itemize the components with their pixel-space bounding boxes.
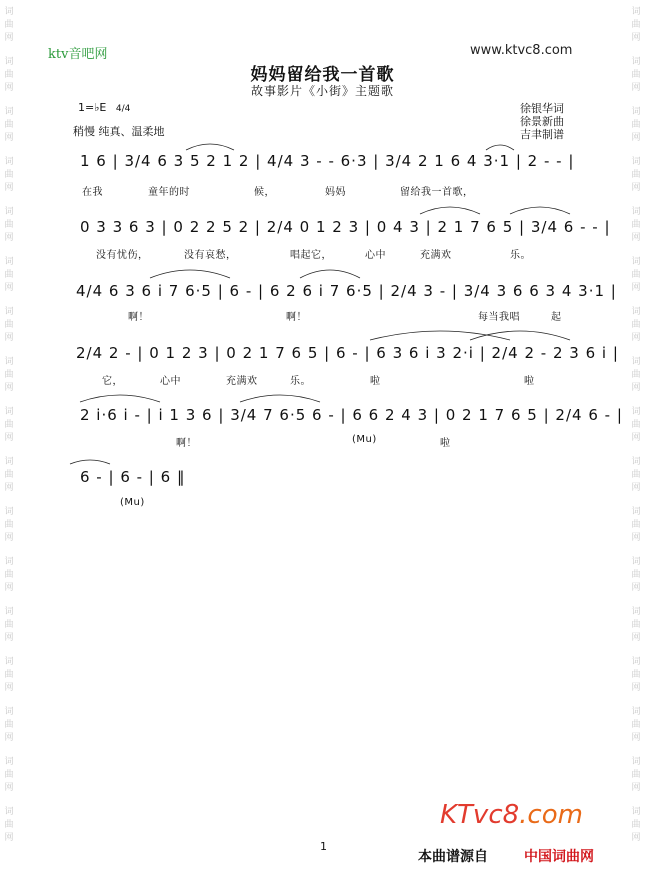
watermark-left <box>2 0 16 891</box>
watermark-glyph-group <box>2 656 16 695</box>
watermark-glyph: 曲 <box>631 370 641 380</box>
watermark-glyph: 曲 <box>4 520 14 530</box>
notation-row: 1 6 | 3/4 6 3 5 2 1 2 | 4/4 3 - - 6·3 | 3/4 2 1 6 4 3·1 | 2 - - | <box>80 152 575 170</box>
watermark-glyph: 网 <box>631 33 641 43</box>
watermark-glyph: 曲 <box>631 620 641 630</box>
watermark-glyph: 网 <box>4 233 14 243</box>
watermark-glyph: 曲 <box>631 170 641 180</box>
slur-arc <box>70 460 110 464</box>
score-line-5 <box>80 406 623 424</box>
watermark-glyph: 曲 <box>631 670 641 680</box>
watermark-glyph: 网 <box>4 333 14 343</box>
watermark-glyph: 曲 <box>4 470 14 480</box>
watermark-glyph: 网 <box>4 833 14 843</box>
site-logo[interactable]: ktv音吧网 <box>48 47 108 62</box>
watermark-glyph-group <box>2 506 16 545</box>
watermark-glyph: 网 <box>631 283 641 293</box>
watermark-glyph: 网 <box>4 283 14 293</box>
notation-row: 6 - | 6 - | 6 ‖ <box>80 468 186 486</box>
watermark-glyph: 曲 <box>4 670 14 680</box>
slur-arc <box>80 395 160 402</box>
watermark-glyph: 网 <box>631 83 641 93</box>
watermark-glyph: 曲 <box>4 620 14 630</box>
watermark-glyph-group <box>629 506 643 545</box>
watermark-glyph: 词 <box>4 707 14 717</box>
lyric-word: 没有哀愁， <box>184 250 237 261</box>
watermark-glyph: 词 <box>4 557 14 567</box>
watermark-glyph: 曲 <box>631 570 641 580</box>
lyric-word: 每当我唱 <box>478 312 520 323</box>
watermark-glyph: 曲 <box>631 270 641 280</box>
slur-arc <box>300 270 360 278</box>
watermark-glyph: 网 <box>4 733 14 743</box>
watermark-glyph: 词 <box>4 157 14 167</box>
watermark-glyph: 词 <box>631 707 641 717</box>
watermark-glyph-group <box>2 706 16 745</box>
watermark-glyph: 词 <box>4 207 14 217</box>
watermark-glyph-group <box>629 6 643 45</box>
watermark-glyph: 曲 <box>631 120 641 130</box>
ktv-logo-main: KTvc8 <box>440 800 520 830</box>
watermark-glyph: 词 <box>4 7 14 17</box>
watermark-glyph: 曲 <box>631 720 641 730</box>
source-site[interactable]: 中国词曲网 <box>524 849 594 865</box>
watermark-glyph: 网 <box>4 583 14 593</box>
watermark-glyph: 曲 <box>631 320 641 330</box>
watermark-glyph: 网 <box>4 433 14 443</box>
slur-arc <box>470 331 570 340</box>
lyric-word: 充满欢 <box>420 250 452 261</box>
watermark-glyph: 曲 <box>631 770 641 780</box>
watermark-glyph: 词 <box>631 607 641 617</box>
watermark-glyph: 网 <box>631 433 641 443</box>
slur-arc <box>186 144 234 150</box>
watermark-glyph: 曲 <box>4 420 14 430</box>
slur-arc <box>420 207 480 214</box>
watermark-glyph: 词 <box>631 407 641 417</box>
page-number: 1 <box>320 840 327 853</box>
watermark-glyph: 网 <box>631 533 641 543</box>
watermark-glyph: 曲 <box>4 120 14 130</box>
watermark-glyph: 网 <box>4 633 14 643</box>
watermark-glyph: 词 <box>4 307 14 317</box>
lyric-word: 在我 <box>82 187 103 198</box>
time-signature: 4/4 <box>115 104 131 114</box>
watermark-glyph-group <box>2 6 16 45</box>
watermark-glyph: 词 <box>4 657 14 667</box>
watermark-glyph-group <box>629 706 643 745</box>
watermark-glyph-group <box>2 256 16 295</box>
watermark-glyph-group <box>629 306 643 345</box>
lyric-word: 乐。 <box>290 376 311 387</box>
watermark-glyph-group <box>629 406 643 445</box>
lyric-word: 没有忧伤， <box>96 250 149 261</box>
slur-arc <box>486 145 514 150</box>
watermark-glyph: 词 <box>631 207 641 217</box>
watermark-glyph: 词 <box>631 57 641 67</box>
watermark-glyph: 曲 <box>4 70 14 80</box>
watermark-glyph-group <box>2 106 16 145</box>
watermark-glyph: 词 <box>4 257 14 267</box>
score-line-4 <box>76 344 619 362</box>
watermark-glyph: 曲 <box>4 770 14 780</box>
notation-row: 0 3 3 6 3 | 0 2 2 5 2 | 2/4 0 1 2 3 | 0 4 3 | 2 1 7 6 5 | 3/4 6 - - | <box>80 218 611 236</box>
watermark-glyph: 词 <box>4 357 14 367</box>
watermark-glyph: 词 <box>4 807 14 817</box>
source-label: 本曲谱源自 <box>418 849 488 865</box>
watermark-glyph-group <box>2 206 16 245</box>
watermark-glyph: 曲 <box>631 820 641 830</box>
score-line-1 <box>80 152 574 170</box>
watermark-glyph-group <box>629 806 643 845</box>
watermark-glyph: 词 <box>631 107 641 117</box>
watermark-glyph: 网 <box>631 733 641 743</box>
watermark-glyph: 曲 <box>4 170 14 180</box>
lyric-word: 啦 <box>524 376 535 387</box>
watermark-glyph: 网 <box>4 533 14 543</box>
watermark-glyph: 曲 <box>4 320 14 330</box>
watermark-glyph-group <box>2 756 16 795</box>
watermark-glyph-group <box>2 406 16 445</box>
watermark-glyph: 网 <box>4 33 14 43</box>
key-signature-text: 1=♭E <box>78 101 107 114</box>
composer-credit: 徐景新曲 <box>520 115 564 128</box>
lyric-word: 啊！ <box>176 438 197 449</box>
watermark-glyph-group <box>2 806 16 845</box>
lyric-word: 啊！ <box>286 312 307 323</box>
watermark-glyph: 网 <box>4 783 14 793</box>
watermark-glyph: 网 <box>631 383 641 393</box>
watermark-glyph: 网 <box>631 183 641 193</box>
watermark-glyph: 曲 <box>631 470 641 480</box>
lyric-word: 起 <box>551 312 562 323</box>
watermark-glyph: 词 <box>631 357 641 367</box>
notation-row: 4/4 6 3 6 i 7 6·5 | 6 - | 6 2 6 i 7 6·5 | 2/4 3 - | 3/4 3 6 6 3 4 3·1 | <box>76 282 617 300</box>
watermark-glyph: 词 <box>4 757 14 767</box>
lyric-word: (Mu) <box>120 497 145 508</box>
lyric-word: 候， <box>254 187 275 198</box>
watermark-glyph: 曲 <box>4 270 14 280</box>
lyric-word: 乐。 <box>510 250 531 261</box>
lyric-word: 啊！ <box>128 312 149 323</box>
slur-arc <box>240 395 320 402</box>
key-signature <box>78 101 130 114</box>
watermark-glyph-group <box>2 156 16 195</box>
song-subtitle: 故事影片《小街》主题歌 <box>250 84 394 98</box>
watermark-glyph-group <box>629 556 643 595</box>
watermark-glyph-group <box>2 556 16 595</box>
watermark-glyph: 网 <box>4 683 14 693</box>
watermark-glyph: 网 <box>631 133 641 143</box>
lyric-word: 唱起它， <box>290 250 332 261</box>
watermark-glyph: 网 <box>4 383 14 393</box>
lyric-word: 童年的时 <box>148 187 190 198</box>
watermark-glyph-group <box>629 656 643 695</box>
watermark-glyph: 词 <box>631 7 641 17</box>
watermark-glyph: 词 <box>4 407 14 417</box>
watermark-glyph: 词 <box>631 507 641 517</box>
lyric-word: 它， <box>102 376 123 387</box>
watermark-glyph: 曲 <box>631 70 641 80</box>
watermark-glyph: 曲 <box>4 370 14 380</box>
watermark-glyph: 网 <box>4 483 14 493</box>
lyric-word: 充满欢 <box>226 376 258 387</box>
watermark-glyph: 网 <box>4 133 14 143</box>
slur-arc <box>510 207 570 214</box>
watermark-glyph-group <box>2 306 16 345</box>
watermark-glyph: 词 <box>4 457 14 467</box>
watermark-glyph-group <box>629 606 643 645</box>
lyric-word: 心中 <box>160 376 181 387</box>
transcriber-credit: 吉聿制谱 <box>520 128 564 141</box>
ktv-logo[interactable] <box>440 800 583 830</box>
watermark-glyph-group <box>629 106 643 145</box>
tempo-marking: 稍慢 纯真、温柔地 <box>73 125 165 138</box>
watermark-glyph: 曲 <box>631 420 641 430</box>
lyric-word: 啦 <box>370 376 381 387</box>
watermark-glyph: 词 <box>631 657 641 667</box>
lyric-word: (Mu) <box>352 434 377 445</box>
notation-row: 2/4 2 - | 0 1 2 3 | 0 2 1 7 6 5 | 6 - | 6 3 6 i 3 2·i | 2/4 2 - 2 3 6 i | <box>76 344 619 362</box>
watermark-glyph: 词 <box>631 307 641 317</box>
watermark-glyph: 网 <box>4 183 14 193</box>
watermark-glyph: 网 <box>631 483 641 493</box>
watermark-glyph: 词 <box>4 57 14 67</box>
lyric-word: 啦 <box>440 438 451 449</box>
watermark-glyph-group <box>629 256 643 295</box>
watermark-glyph: 曲 <box>631 520 641 530</box>
watermark-glyph-group <box>629 456 643 495</box>
watermark-glyph: 词 <box>631 257 641 267</box>
watermark-glyph: 网 <box>631 683 641 693</box>
watermark-glyph: 曲 <box>631 20 641 30</box>
watermark-glyph: 网 <box>631 233 641 243</box>
watermark-glyph: 网 <box>631 833 641 843</box>
watermark-glyph: 词 <box>4 607 14 617</box>
watermark-glyph: 词 <box>4 107 14 117</box>
lyric-word: 留给我一首歌， <box>400 187 474 198</box>
watermark-glyph: 曲 <box>4 220 14 230</box>
score-line-3 <box>76 282 617 300</box>
watermark-glyph-group <box>2 356 16 395</box>
slur-arc <box>150 270 230 278</box>
lyric-word: 妈妈 <box>325 187 346 198</box>
watermark-glyph: 网 <box>631 583 641 593</box>
watermark-glyph: 网 <box>631 333 641 343</box>
watermark-glyph: 词 <box>631 157 641 167</box>
watermark-glyph: 网 <box>631 633 641 643</box>
site-url[interactable]: www.ktvc8.com <box>470 43 573 58</box>
watermark-glyph-group <box>629 356 643 395</box>
watermark-glyph: 网 <box>631 783 641 793</box>
slur-arc <box>370 331 510 340</box>
watermark-glyph-group <box>2 606 16 645</box>
score-line-6 <box>80 468 185 486</box>
watermark-glyph-group <box>2 456 16 495</box>
watermark-glyph: 词 <box>4 507 14 517</box>
watermark-glyph: 曲 <box>4 720 14 730</box>
watermark-glyph: 词 <box>631 807 641 817</box>
watermark-glyph-group <box>629 756 643 795</box>
lyric-word: 心中 <box>365 250 386 261</box>
watermark-right <box>629 0 643 891</box>
watermark-glyph: 曲 <box>4 570 14 580</box>
watermark-glyph: 网 <box>4 83 14 93</box>
watermark-glyph: 词 <box>631 557 641 567</box>
notation-row: 2 i·6 i - | i 1 3 6 | 3/4 7 6·5 6 - | 6 6 2 4 3 | 0 2 1 7 6 5 | 2/4 6 - | <box>80 406 623 424</box>
watermark-glyph: 曲 <box>4 820 14 830</box>
watermark-glyph-group <box>629 206 643 245</box>
song-title: 妈妈留给我一首歌 <box>250 65 395 85</box>
ktv-logo-domain: .com <box>519 800 583 830</box>
watermark-glyph-group <box>629 156 643 195</box>
watermark-glyph: 曲 <box>4 20 14 30</box>
watermark-glyph: 词 <box>631 457 641 467</box>
watermark-glyph: 曲 <box>631 220 641 230</box>
lyricist-credit: 徐银华词 <box>520 102 564 115</box>
watermark-glyph: 词 <box>631 757 641 767</box>
score-line-2 <box>80 218 611 236</box>
